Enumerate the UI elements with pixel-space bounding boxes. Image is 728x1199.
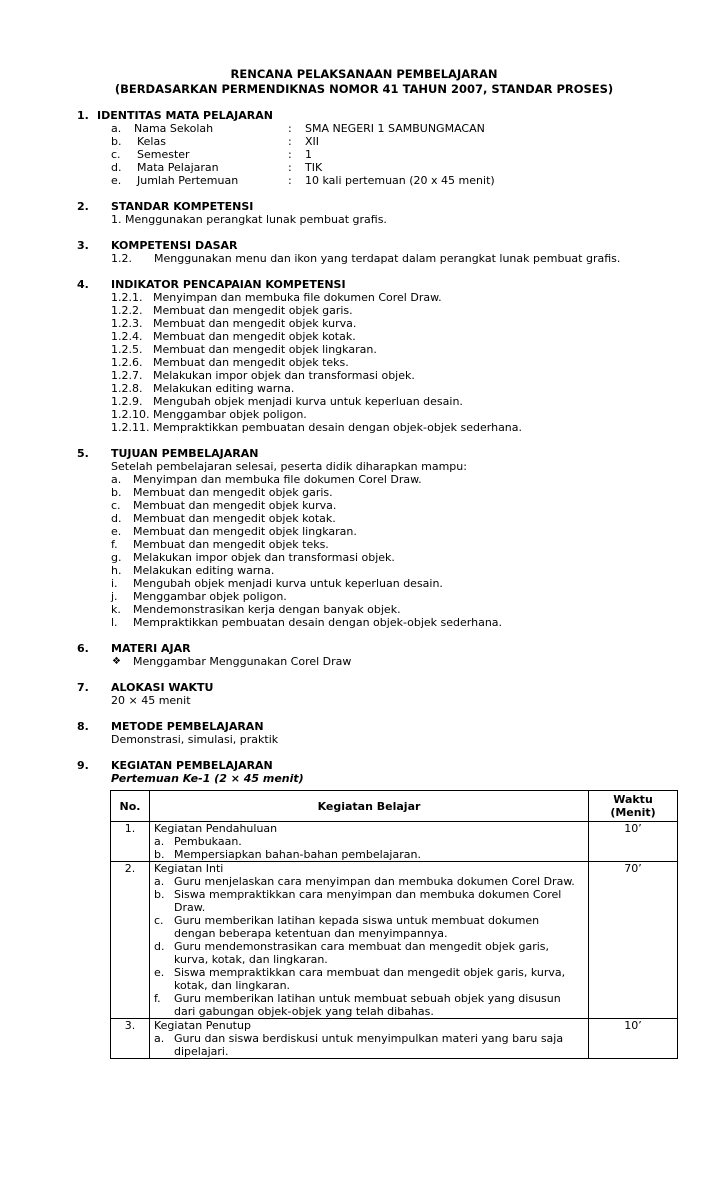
header-no: No. <box>111 791 150 822</box>
tujuan-list <box>111 473 503 629</box>
pertemuan-subheading: Pertemuan Ke-1 (2 × 45 menit) <box>111 772 304 785</box>
document-title: RENCANA PELAKSANAAN PEMBELAJARAN <box>230 67 498 81</box>
row-letter: a. <box>111 122 122 135</box>
section-number: 3. <box>77 239 89 252</box>
list-item: 1.2.6. Membuat dan mengedit objek teks. <box>111 356 349 369</box>
document-subtitle: (BERDASARKAN PERMENDIKNAS NOMOR 41 TAHUN 2007, STANDAR PROSES) <box>114 82 614 96</box>
row-time: 10’ <box>589 1019 678 1059</box>
row-time: 10’ <box>589 822 678 862</box>
row-time: 70’ <box>589 862 678 1019</box>
section-heading: IDENTITAS MATA PELAJARAN <box>97 109 273 122</box>
alokasi-text: 20 × 45 menit <box>111 694 191 707</box>
table-header-row <box>111 791 678 822</box>
section-number: 4. <box>77 278 89 291</box>
list-item: i. Mengubah objek menjadi kurva untuk keperluan desain. <box>111 577 443 590</box>
list-item: c. Membuat dan mengedit objek kurva. <box>111 499 337 512</box>
list-item: k. Mendemonstrasikan kerja dengan banyak objek. <box>111 603 401 616</box>
row-letter: d. <box>111 161 122 174</box>
list-item: 1.2.11. Mempraktikkan pembuatan desain dengan objek-objek sederhana. <box>111 421 523 434</box>
metode-text: Demonstrasi, simulasi, praktik <box>111 733 279 746</box>
row-label: Kelas <box>137 135 166 148</box>
list-item: 1.2.4. Membuat dan mengedit objek kotak. <box>111 330 356 343</box>
activity-item: d. Guru mendemonstrasikan cara membuat dan mengedit objek garis, kurva, kotak, dan lingkaran. <box>154 940 550 966</box>
section-heading: INDIKATOR PENCAPAIAN KOMPETENSI <box>111 278 346 291</box>
row-colon: : <box>288 161 292 174</box>
section-number: 8. <box>77 720 89 733</box>
list-item: 1.2.3. Membuat dan mengedit objek kurva. <box>111 317 357 330</box>
row-colon: : <box>288 135 292 148</box>
list-item: 1.2.8. Melakukan editing warna. <box>111 382 295 395</box>
row-kegiatan <box>150 862 589 1019</box>
row-label: Semester <box>137 148 190 161</box>
row-label: Mata Pelajaran <box>137 161 219 174</box>
table-row <box>111 1019 678 1059</box>
list-item: e. Membuat dan mengedit objek lingkaran. <box>111 525 357 538</box>
section-number: 7. <box>77 681 89 694</box>
activity-item: a. Guru dan siswa berdiskusi untuk menyimpulkan materi yang baru saja dipelajari. <box>154 1032 564 1058</box>
section-number: 9. <box>77 759 89 772</box>
list-item: 1.2.5. Membuat dan mengedit objek lingkaran. <box>111 343 377 356</box>
row-value: XII <box>305 135 320 148</box>
section-number: 1. <box>77 109 89 122</box>
identity-row <box>111 122 631 135</box>
row-colon: : <box>288 148 292 161</box>
row-no: 2. <box>111 862 150 1019</box>
row-no: 1. <box>111 822 150 862</box>
kd-code: 1.2. <box>111 252 132 265</box>
list-item: d. Membuat dan mengedit objek kotak. <box>111 512 336 525</box>
kegiatan-table <box>110 790 678 1059</box>
tujuan-intro: Setelah pembelajaran selesai, peserta didik diharapkan mampu: <box>111 460 467 473</box>
identity-row <box>111 161 631 174</box>
bullet-icon: ❖ <box>112 656 121 667</box>
row-value: TIK <box>305 161 323 174</box>
identity-row <box>111 148 631 161</box>
standar-kompetensi-text: 1. Menggunakan perangkat lunak pembuat grafis. <box>111 213 387 226</box>
table-row <box>111 862 678 1019</box>
section-heading: KEGIATAN PEMBELAJARAN <box>111 759 273 772</box>
row-label: Nama Sekolah <box>134 122 214 135</box>
identity-row <box>111 135 631 148</box>
section-number: 6. <box>77 642 89 655</box>
row-value: SMA NEGERI 1 SAMBUNGMACAN <box>305 122 485 135</box>
row-kegiatan <box>150 1019 589 1059</box>
activity-item: e. Siswa mempraktikkan cara membuat dan mengedit objek garis, kurva, kotak, dan lingkaran. <box>154 966 566 992</box>
header-waktu: Waktu (Menit) <box>589 791 678 822</box>
activity-item: a. Pembukaan. <box>154 835 242 848</box>
list-item: h. Melakukan editing warna. <box>111 564 275 577</box>
row-letter: c. <box>111 148 121 161</box>
section-number: 5. <box>77 447 89 460</box>
section-heading: METODE PEMBELAJARAN <box>111 720 264 733</box>
list-item: f. Membuat dan mengedit objek teks. <box>111 538 329 551</box>
row-colon: : <box>288 122 292 135</box>
section-heading: TUJUAN PEMBELAJARAN <box>111 447 259 460</box>
row-label: Jumlah Pertemuan <box>137 174 239 187</box>
table-row <box>111 822 678 862</box>
section-heading: KOMPETENSI DASAR <box>111 239 238 252</box>
activity-item: f. Guru memberikan latihan untuk membuat sebuah objek yang disusun dari gabungan objek-objek yang telah dibahas. <box>154 992 561 1018</box>
list-item: 1.2.7. Melakukan impor objek dan transformasi objek. <box>111 369 415 382</box>
list-item: 1.2.9. Mengubah objek menjadi kurva untuk keperluan desain. <box>111 395 463 408</box>
materi-text: Menggambar Menggunakan Corel Draw <box>133 655 352 668</box>
list-item: j. Menggambar objek poligon. <box>111 590 287 603</box>
identity-row <box>111 174 631 187</box>
row-title: Kegiatan Pendahuluan <box>154 822 278 835</box>
row-letter: e. <box>111 174 122 187</box>
row-title: Kegiatan Penutup <box>154 1019 251 1032</box>
list-item: b. Membuat dan mengedit objek garis. <box>111 486 333 499</box>
activity-item: b. Siswa mempraktikkan cara menyimpan dan membuka dokumen Corel Draw. <box>154 888 562 914</box>
header-kegiatan: Kegiatan Belajar <box>150 791 589 822</box>
section-heading: MATERI AJAR <box>111 642 191 655</box>
list-item: l. Mempraktikkan pembuatan desain dengan objek-objek sederhana. <box>111 616 503 629</box>
activity-item: a. Guru menjelaskan cara menyimpan dan membuka dokumen Corel Draw. <box>154 875 575 888</box>
row-no: 3. <box>111 1019 150 1059</box>
list-item: g. Melakukan impor objek dan transformasi objek. <box>111 551 395 564</box>
indikator-list <box>111 291 522 434</box>
row-letter: b. <box>111 135 122 148</box>
section-number: 2. <box>77 200 89 213</box>
row-title: Kegiatan Inti <box>154 862 224 875</box>
list-item: 1.2.2. Membuat dan mengedit objek garis. <box>111 304 353 317</box>
list-item: a. Menyimpan dan membuka file dokumen Corel Draw. <box>111 473 422 486</box>
list-item: 1.2.10. Menggambar objek poligon. <box>111 408 307 421</box>
row-colon: : <box>288 174 292 187</box>
section-heading: ALOKASI WAKTU <box>111 681 214 694</box>
activity-item: b. Mempersiapkan bahan-bahan pembelajaran. <box>154 848 421 861</box>
row-value: 10 kali pertemuan (20 x 45 menit) <box>305 174 495 187</box>
row-value: 1 <box>305 148 312 161</box>
list-item: 1.2.1. Menyimpan dan membuka file dokumen Corel Draw. <box>111 291 442 304</box>
row-kegiatan <box>150 822 589 862</box>
section-heading: STANDAR KOMPETENSI <box>111 200 254 213</box>
activity-item: c. Guru memberikan latihan kepada siswa untuk membuat dokumen dengan beberapa ketentuan dan menyimpannya. <box>154 914 540 940</box>
kd-text: Menggunakan menu dan ikon yang terdapat dalam perangkat lunak pembuat grafis. <box>154 252 621 265</box>
